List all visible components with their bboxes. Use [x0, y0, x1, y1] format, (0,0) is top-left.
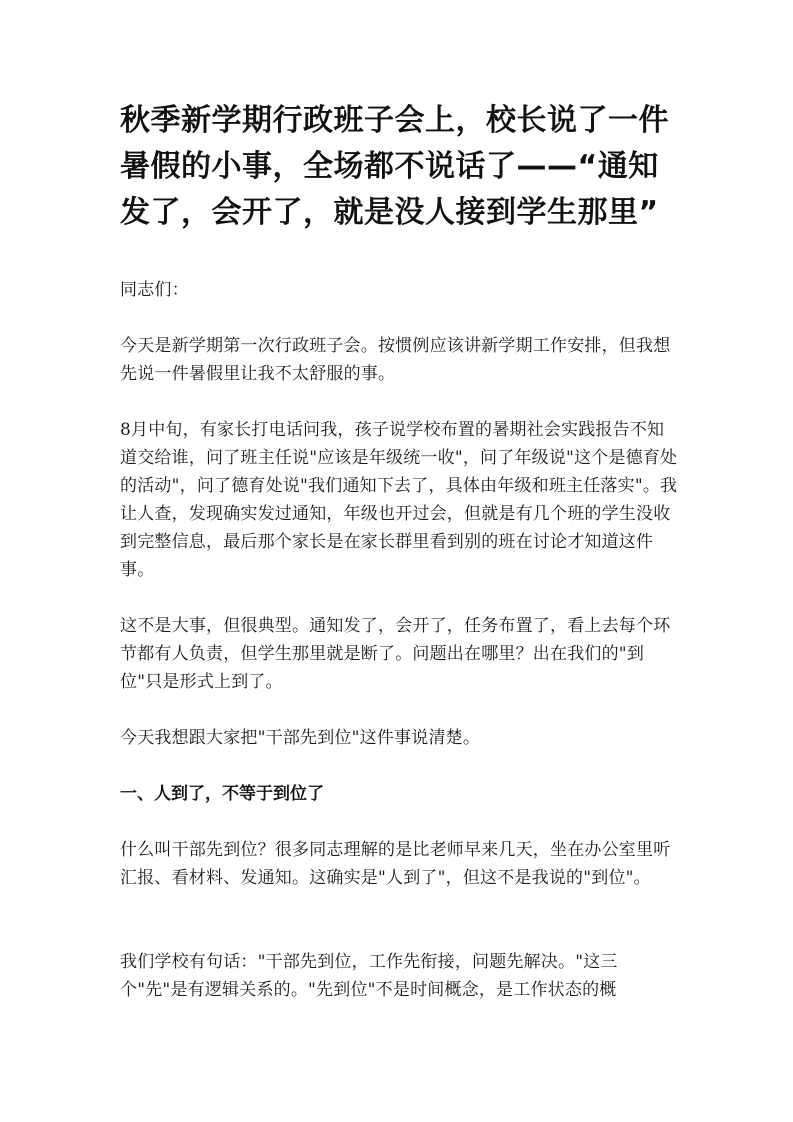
paragraph-3: 这不是大事，但很典型。通知发了，会开了，任务布置了，看上去每个环节都有人负责，但学生那里就是断了。问题出在哪里？出在我们的"到位"只是形式上到了。 [120, 616, 671, 692]
document-title: 秋季新学期行政班子会上，校长说了一件暑假的小事，全场都不说话了——“通知发了，会开了，就是没人接到学生那里” [120, 103, 669, 230]
salutation: 同志们： [120, 280, 189, 300]
paragraph-2: 8月中旬，有家长打电话问我，孩子说学校布置的暑期社会实践报告不知道交给谁，问了班主任说"应该是年级统一收"，问了年级说"这个是德育处的活动"，问了德育处说"我们通知下去了，具体由年级和班主任落实"。我让人查，发现确实发过通知，年级也开过会，但就是有几个班的学生没收到完整信息，最后那个家长是在家长群里看到别的班在讨论才知道这件事。 [120, 420, 678, 580]
paragraph-4: 今天我想跟大家把"干部先到位"这件事说清楚。 [120, 728, 481, 748]
section-heading-1: 一、人到了，不等于到位了 [120, 784, 324, 804]
section-1-paragraph-1: 什么叫干部先到位？很多同志理解的是比老师早来几天，坐在办公室里听汇报、看材料、发通知。这确实是"人到了"，但这不是我说的"到位"。 [120, 840, 671, 888]
paragraph-1: 今天是新学期第一次行政班子会。按惯例应该讲新学期工作安排，但我想先说一件暑假里让我不太舒服的事。 [120, 336, 671, 384]
section-1-paragraph-2: 我们学校有句话："干部先到位，工作先衔接，问题先解决。"这三个"先"是有逻辑关系的。"先到位"不是时间概念，是工作状态的概 [120, 952, 618, 1000]
